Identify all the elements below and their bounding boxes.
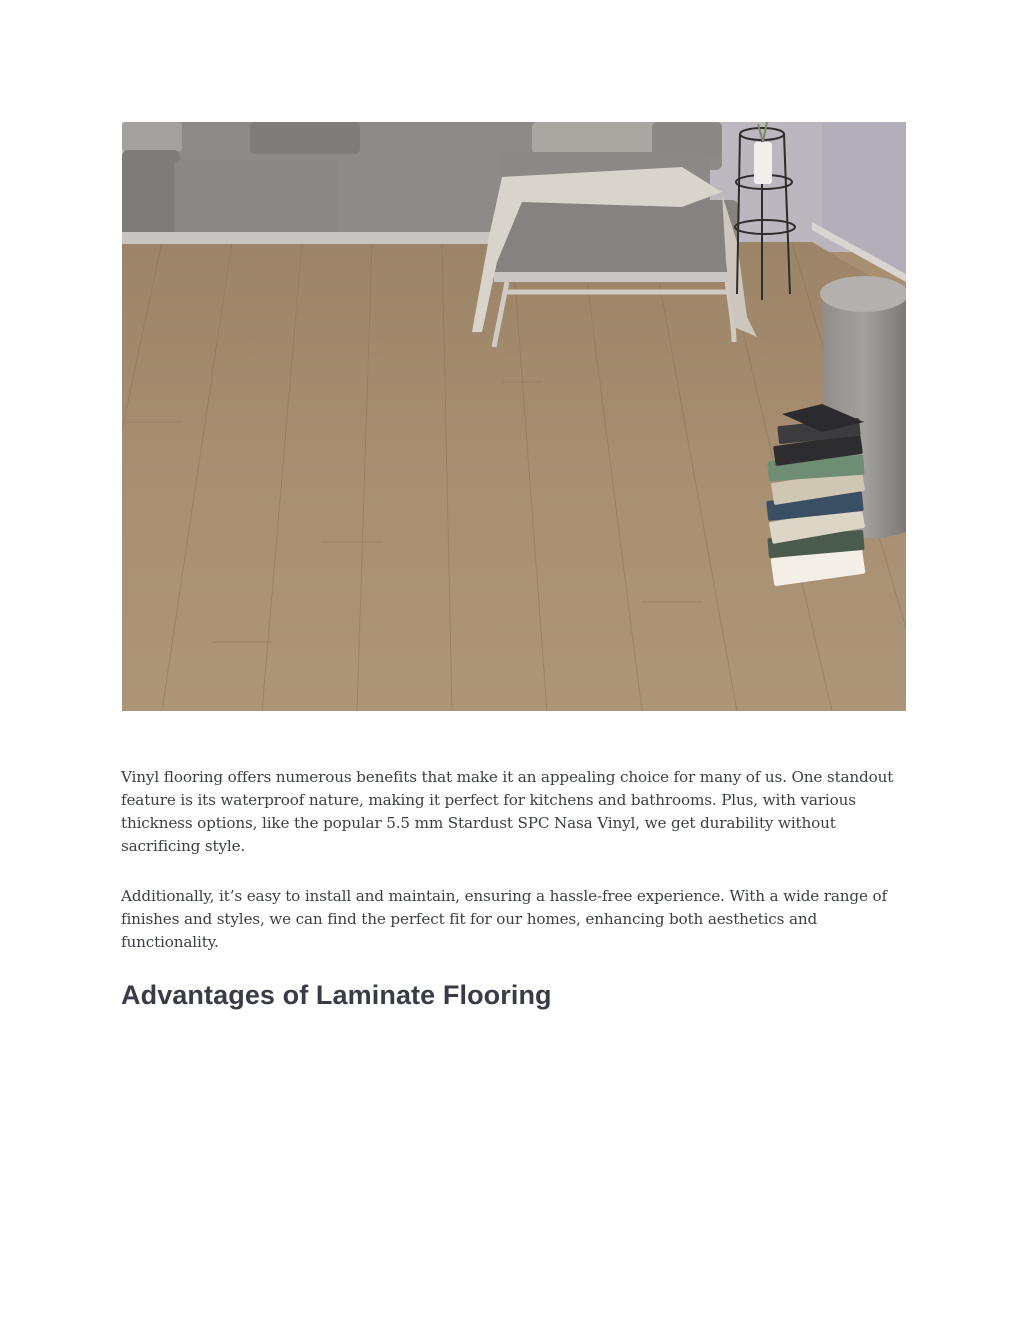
- pillow: [250, 122, 360, 154]
- pillow: [122, 122, 182, 152]
- pouf-top: [820, 276, 906, 312]
- pillow: [532, 122, 662, 154]
- seat-cushion: [174, 160, 339, 242]
- pillow: [652, 122, 722, 156]
- body-paragraph: Vinyl flooring offers numerous benefits that make it an appealing choice for many of us. One standout feature is its waterproof nature, making it perfect for kitchens and bathrooms. Plus, with various thickness options, like the popular 5.5 mm Stardust SPC Nasa Vinyl, we get durability without sacrificing style.: [121, 768, 894, 855]
- body-paragraph: Additionally, it’s easy to install and maintain, ensuring a hassle-free experience. With a wide range of finishes and styles, we can find the perfect fit for our homes, enhancing both aesthetics and functionality.: [121, 887, 887, 951]
- chaise-base: [494, 272, 738, 282]
- sofa-base: [122, 232, 497, 244]
- chaise: [494, 200, 738, 282]
- hero-image: [122, 122, 906, 711]
- book-stack: [766, 404, 865, 586]
- sofa-arm: [122, 150, 180, 242]
- room-photo: [122, 122, 906, 711]
- vase: [754, 142, 772, 184]
- section-heading: Advantages of Laminate Flooring: [121, 980, 552, 1010]
- seat-cushion: [337, 160, 502, 242]
